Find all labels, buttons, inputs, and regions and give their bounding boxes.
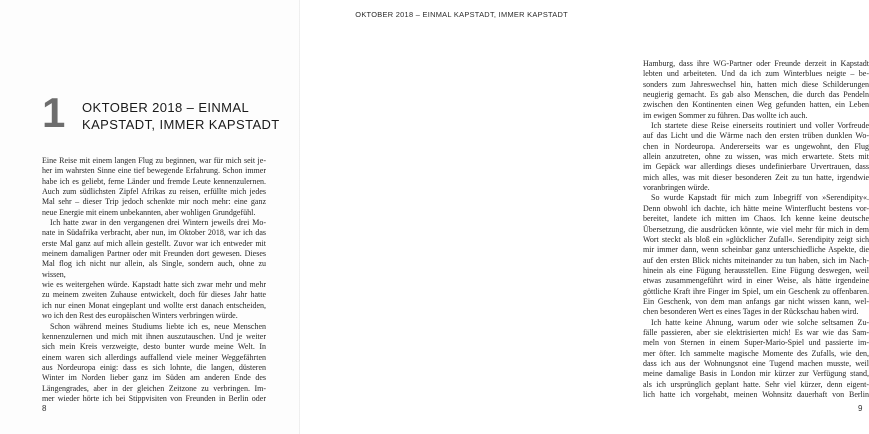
text-line: Mal sehr – dieser Trip jedoch schenkte mir noch mehr: eine ganz xyxy=(42,197,266,207)
text-line: mich alles, was mit dieser besonderen Zeit zu tun hatte, irgendwie xyxy=(643,172,869,182)
text-line: hinein als eine Fügung herausstellen. Eine Fügung deswegen, weil xyxy=(643,265,869,275)
page-number-right: 9 xyxy=(858,404,863,413)
text-line: einem waren sich allerdings auffallend viele meiner Weggefährten xyxy=(42,352,266,362)
text-line: meine damalige Basis in London mir kürzer zur Verfügung stand, xyxy=(643,369,869,379)
text-line: So wurde Kapstadt für mich zum Inbegriff von »Serendipity«. xyxy=(651,193,869,203)
text-line: sich mein Kreis verzweigte, desto bunter wurde meine Welt. In xyxy=(42,342,266,352)
text-line: mer wieder hörte ich bei Stippvisiten von Freunden in Berlin oder xyxy=(42,393,266,403)
text-line: Ich startete diese Reise einerseits routiniert und voller Vorfreude xyxy=(651,121,869,131)
text-line: zu meinem zweiten Zuhause entwickelt, doch für dieses Jahr hatte xyxy=(42,290,266,300)
text-line: aus Nordeuropa einig: dass es sich lohnte, die langen, düsteren xyxy=(42,362,266,372)
text-line: im ewigen Sommer zu führen. Das wollte ich auch. xyxy=(643,110,808,120)
chapter-number: 1 xyxy=(42,89,66,136)
text-line: Hamburg, dass ihre WG-Partner oder Freunde derzeit in Kapstadt xyxy=(643,59,869,68)
body-text-left xyxy=(42,156,266,404)
text-line: Winter im Norden lieber ganz im Süden am anderen Ende des xyxy=(42,373,266,383)
text-line: nate in Südafrika verbracht, aber nun, im Oktober 2018, war ich das xyxy=(42,228,266,238)
text-line: chen in Nordeuropa. Andererseits war es ungewohnt, den Flug xyxy=(643,141,869,151)
text-line: Schon während meines Studiums liebte ich es, neue Menschen xyxy=(50,321,266,331)
chapter-title-line: OKTOBER 2018 – EINMAL xyxy=(82,100,250,115)
left-page xyxy=(0,0,300,434)
text-line: neue Energie mit einem unbekannten, aber wohligen Grundgefühl. xyxy=(42,207,256,217)
text-line: im Gepäck war allerdings dieses undefinierbare Urvertrauen, dass xyxy=(643,162,869,172)
page-number-left: 8 xyxy=(42,404,47,413)
text-line: allein anzutreten, ohne zu wissen, was mich erwartete. Stets mit xyxy=(643,152,869,162)
text-line: voranbringen würde. xyxy=(643,183,710,193)
text-line: Auch zum südlichsten Zipfel Afrikas zu reisen, erfüllte mich jedes xyxy=(42,187,266,197)
body-text-right xyxy=(643,59,869,400)
text-line: bereitet, landete ich mitten im Chaos. Ich kenne keine deutsche xyxy=(643,214,869,224)
text-line: her im wahrsten Sinne eine tief bewegende Erfahrung. Schon immer xyxy=(42,166,266,176)
text-line: mir immer dann, wenn scheinbar ganz unterschiedliche Aspekte, die xyxy=(643,245,869,255)
text-line: auf das Licht und die Wärme nach den ersten trüben dunklen Wo- xyxy=(643,131,869,141)
text-line: Mal flog ich nicht nur allein, als Single, sondern auch, ohne zu wissen, xyxy=(42,259,266,279)
text-line: mer öfter. Ich sammelte magische Momente des Zufalls, wie den, xyxy=(643,348,869,358)
text-line: Denn obwohl ich dachte, ich hätte meine Winterflucht bestens vor- xyxy=(643,203,869,213)
right-page xyxy=(300,0,869,434)
text-line: Ein Geschenk, von dem man anfangs gar nicht wissen kann, wel- xyxy=(643,296,869,306)
text-line: auf den ersten Blick nichts miteinander zu tun haben, sich im Nach- xyxy=(643,255,869,265)
text-line: neugierig gemacht. Es gab also Menschen, die durch das Pendeln xyxy=(643,90,869,100)
text-line: erste Mal ganz auf mich allein gestellt. Zuvor war ich entweder mit xyxy=(42,238,266,248)
text-line: dass ich aus der Wohnungsnot eine Tugend machen musste, weil xyxy=(643,358,869,368)
text-line: etwas zusammengeführt wird in einer Weise, als hätte irgendeine xyxy=(643,276,869,286)
running-head: OKTOBER 2018 – EINMAL KAPSTADT, IMMER KAPSTADT xyxy=(355,10,568,19)
text-line: Ich hatte keine Ahnung, warum oder wie solche seltsamen Zu- xyxy=(651,317,869,327)
chapter-title-line: KAPSTADT, IMMER KAPSTADT xyxy=(82,117,280,132)
text-line: göttliche Kraft ihre Finger im Spiel, um ein Geschenk zu offenbaren. xyxy=(643,286,869,296)
text-line: fälle passieren, aber sie elektrisierten mich! Es war wie das Sam- xyxy=(643,327,869,337)
text-line: Ich hatte zwar in den vergangenen drei Wintern jeweils drei Mo- xyxy=(50,218,266,228)
text-line: ich nur einen Monat eingeplant und wollte erst danach entscheiden, xyxy=(42,300,266,310)
text-line: habe ich es geliebt, ferne Länder und fremde Leute kennenzulernen. xyxy=(42,176,266,186)
text-line: kennenzulernen und mich mit ihnen auszutauschen. Und je weiter xyxy=(42,331,266,341)
text-line: Eine Reise mit einem langen Flug zu beginnen, war für mich seit je- xyxy=(42,156,266,165)
text-line: als ich ursprünglich geplant hatte. Sehr viel kürzer, denn eigent- xyxy=(643,379,869,389)
text-line: zwischen den Kontinenten einen Weg gefunden hatten, ein Leben xyxy=(643,100,869,110)
text-line: meinem damaligen Partner oder mit Freunden dort gewesen. Dieses xyxy=(42,249,266,259)
text-line: meln von Sternen in einem Super-Mario-Spiel und passierte im- xyxy=(643,338,869,348)
text-line: Längengrades, aber in der gleichen Zeitzone zu verbringen. Im- xyxy=(42,383,266,393)
text-line: sonders zum Jahreswechsel hin, hatten mich diese Schilderungen xyxy=(643,79,869,89)
text-line: lebten und arbeiteten. Und da ich zum Winterblues neigte – be- xyxy=(643,69,869,79)
text-line: wie es weitergehen würde. Kapstadt hatte sich zwar mehr und mehr xyxy=(42,280,266,290)
text-line: lich hatte ich vorgehabt, meinen Wohnsitz dauerhaft von Berlin xyxy=(643,390,869,399)
text-line: Wort steckt als bloß ein »glücklicher Zufall«. Serendipity zeigt sich xyxy=(643,234,869,244)
text-line: wo ich den Rest des europäischen Winters verbringen würde. xyxy=(42,311,238,321)
chapter-title xyxy=(82,99,292,133)
text-line: chen besonderen Wert es eines Tages in der Rückschau haben wird. xyxy=(643,307,859,317)
chapter-heading xyxy=(42,89,292,136)
text-line: Übersetzung, die ausdrücken könnte, wie viel mehr für mich in dem xyxy=(643,224,869,234)
